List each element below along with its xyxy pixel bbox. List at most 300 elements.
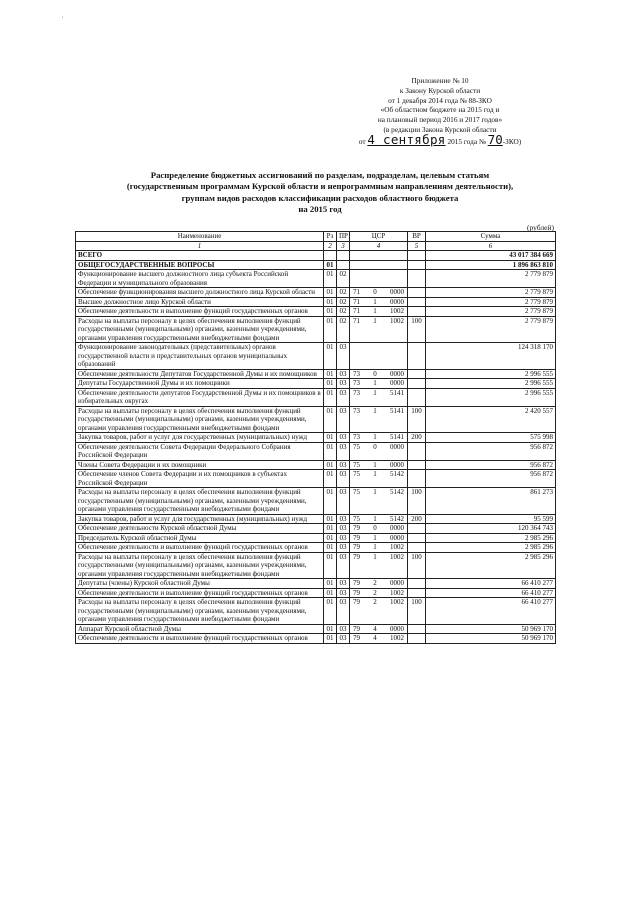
row-name: ВСЕГО: [76, 251, 324, 261]
row-csr: [350, 288, 408, 298]
row-rz: 01: [324, 579, 337, 589]
csr-direction: 1002: [390, 598, 404, 606]
row-name: Обеспечение деятельности и выполнение функций государственных органов: [76, 634, 324, 644]
row-pr: 03: [337, 442, 350, 460]
title-line: (государственным программам Курской области и непрограммным направлениям деятельности),: [126, 181, 514, 192]
appendix-line: к Закону Курской области: [399, 85, 481, 95]
csr-code: [352, 433, 405, 442]
csr-direction: 0000: [390, 442, 404, 451]
csr-subprogram: 0: [373, 369, 377, 378]
row-sum: 50 969 170: [426, 624, 556, 634]
row-pr: 03: [337, 514, 350, 524]
csr-program: 73: [353, 369, 360, 378]
row-pr: 02: [337, 316, 350, 343]
row-csr: [350, 379, 408, 389]
row-rz: 01: [324, 343, 337, 370]
row-name: Функционирование высшего должностного лица субъекта Российской Федерации и муниципального образования: [76, 270, 324, 288]
row-vr: 100: [408, 552, 426, 579]
row-csr: [350, 552, 408, 579]
index-cell: 2: [324, 241, 337, 251]
row-name: Члены Совета Федерации и их помощники: [76, 460, 324, 470]
csr-code: [352, 298, 405, 307]
row-pr: 03: [337, 369, 350, 379]
table-row: [76, 297, 556, 307]
csr-program: 71: [353, 307, 360, 315]
row-pr: 03: [337, 406, 350, 433]
csr-subprogram: 2: [373, 588, 377, 597]
row-rz: 01: [324, 270, 337, 288]
row-name: Обеспечение функционирования высшего должностного лица Курской области: [76, 288, 324, 298]
table-row: [76, 288, 556, 298]
table-row: [76, 543, 556, 553]
csr-program: 79: [353, 588, 360, 597]
row-vr: [408, 251, 426, 261]
row-rz: 01: [324, 524, 337, 534]
row-vr: [408, 543, 426, 553]
row-sum: 95 599: [426, 514, 556, 524]
row-pr: [337, 251, 350, 261]
row-name: Обеспечение деятельности Курской областной Думы: [76, 524, 324, 534]
row-sum: 50 969 170: [426, 634, 556, 644]
row-sum: 861 273: [426, 488, 556, 515]
csr-subprogram: 4: [373, 624, 377, 633]
row-rz: 01: [324, 533, 337, 543]
index-cell: 6: [426, 241, 556, 251]
row-name: ОБЩЕГОСУДАРСТВЕННЫЕ ВОПРОСЫ: [76, 260, 324, 270]
row-vr: [408, 288, 426, 298]
table-row: [76, 598, 556, 625]
row-rz: 01: [324, 316, 337, 343]
row-rz: 01: [324, 369, 337, 379]
csr-program: 75: [353, 488, 360, 496]
row-rz: 01: [324, 307, 337, 317]
row-vr: [408, 470, 426, 488]
row-csr: [350, 524, 408, 534]
row-name: Обеспечение деятельности Депутатов Государственной Думы и их помощников: [76, 369, 324, 379]
row-sum: 120 364 743: [426, 524, 556, 534]
row-rz: [324, 251, 337, 261]
row-vr: [408, 260, 426, 270]
row-vr: 100: [408, 488, 426, 515]
csr-direction: 1002: [390, 588, 404, 597]
csr-program: 79: [353, 598, 360, 606]
row-csr: [350, 433, 408, 443]
row-rz: 01: [324, 388, 337, 406]
row-csr: [350, 388, 408, 406]
row-pr: 03: [337, 433, 350, 443]
row-sum: 2 985 296: [426, 543, 556, 553]
row-csr: [350, 470, 408, 488]
appendix-line: (в редакции Закона Курской области: [383, 124, 497, 134]
row-vr: [408, 369, 426, 379]
amendment-date-line: [340, 131, 540, 147]
row-csr: [350, 406, 408, 433]
row-name: Функционирование законодательных (представительных) органов государственной власти и представительных органов муниципальных образований: [76, 343, 324, 370]
csr-direction: 0000: [390, 288, 404, 296]
row-name: Расходы на выплаты персоналу в целях обеспечения выполнения функций государственными (муниципальными) органами, казенными учреждениями, органами управления государственными внебюджетными фондами: [76, 406, 324, 433]
table-row: [76, 624, 556, 634]
header-name: Наименование: [76, 232, 324, 242]
csr-subprogram: 1: [373, 379, 377, 387]
document-title: [80, 170, 560, 215]
csr-program: 79: [353, 543, 360, 551]
row-sum: 2 996 555: [426, 388, 556, 406]
row-csr: [350, 634, 408, 644]
csr-subprogram: 1: [373, 543, 377, 551]
handwritten-date: 4 сентября: [367, 131, 446, 147]
csr-subprogram: 4: [373, 634, 377, 642]
row-vr: [408, 307, 426, 317]
row-pr: 03: [337, 533, 350, 543]
scan-mark: ˈ: [61, 15, 64, 25]
row-vr: 100: [408, 598, 426, 625]
row-pr: 03: [337, 624, 350, 634]
csr-code: [352, 625, 405, 634]
csr-direction: 5142: [390, 470, 404, 478]
csr-direction: 0000: [390, 624, 404, 633]
title-line: на 2015 год: [298, 203, 342, 214]
row-rz: 01: [324, 288, 337, 298]
row-name: Депутаты (члены) Курской областной Думы: [76, 579, 324, 589]
row-name: Расходы на выплаты персоналу в целях обеспечения выполнения функций государственными (муниципальными) органами, казенными учреждениями, органами управления государственными внебюджетными фондами: [76, 552, 324, 579]
row-rz: 01: [324, 634, 337, 644]
table-index-row: [76, 241, 556, 251]
row-sum: 2 985 296: [426, 552, 556, 579]
csr-code: [352, 598, 405, 607]
date-prefix: от: [358, 136, 366, 146]
csr-program: 75: [353, 470, 360, 478]
csr-direction: 1002: [390, 307, 404, 315]
row-pr: 02: [337, 307, 350, 317]
csr-direction: 0000: [390, 524, 404, 532]
row-pr: 02: [337, 270, 350, 288]
row-sum: 2 996 555: [426, 379, 556, 389]
row-sum: 2 779 879: [426, 288, 556, 298]
csr-program: 79: [353, 634, 360, 642]
row-vr: [408, 388, 426, 406]
csr-subprogram: 1: [373, 388, 377, 397]
row-pr: 03: [337, 598, 350, 625]
csr-subprogram: 1: [373, 307, 377, 315]
row-pr: [337, 260, 350, 270]
csr-subprogram: 1: [373, 406, 377, 415]
row-pr: 03: [337, 460, 350, 470]
row-vr: [408, 270, 426, 288]
table-row: [76, 514, 556, 524]
csr-program: 79: [353, 624, 360, 633]
csr-code: [352, 461, 405, 470]
row-pr: 03: [337, 488, 350, 515]
row-csr: [350, 460, 408, 470]
row-csr: [350, 316, 408, 343]
header-csr: ЦСР: [350, 232, 408, 242]
row-sum: 2 779 879: [426, 270, 556, 288]
row-csr: [350, 624, 408, 634]
row-rz: 01: [324, 297, 337, 307]
csr-direction: 0000: [390, 533, 404, 542]
row-name: Высшее должностное лицо Курской области: [76, 297, 324, 307]
csr-code: [352, 470, 405, 479]
row-sum: 66 410 277: [426, 579, 556, 589]
row-sum: 43 017 384 669: [426, 251, 556, 261]
csr-code: [352, 389, 405, 398]
table-row: [76, 524, 556, 534]
csr-program: 75: [353, 442, 360, 451]
index-cell: 1: [76, 241, 324, 251]
csr-program: 71: [353, 316, 360, 325]
row-sum: 66 410 277: [426, 598, 556, 625]
csr-program: 75: [353, 514, 360, 523]
table-row: [76, 251, 556, 261]
row-sum: 66 410 277: [426, 588, 556, 598]
table-body: [76, 251, 556, 644]
row-rz: 01: [324, 379, 337, 389]
row-name: Закупка товаров, работ и услуг для государственных (муниципальных) нужд: [76, 433, 324, 443]
csr-subprogram: 1: [373, 297, 377, 306]
table-row: [76, 316, 556, 343]
title-line: Распределение бюджетных ассигнований по разделам, подразделам, целевым статьям: [150, 170, 490, 180]
currency-note: (рублей): [526, 223, 554, 232]
row-pr: 03: [337, 524, 350, 534]
row-csr: [350, 251, 408, 261]
csr-subprogram: 1: [373, 433, 377, 441]
date-mid: 2015 года №: [447, 136, 486, 146]
row-sum: 2 779 879: [426, 316, 556, 343]
row-sum: 956 872: [426, 470, 556, 488]
row-rz: 01: [324, 406, 337, 433]
row-sum: 575 998: [426, 433, 556, 443]
row-name: Аппарат Курской областной Думы: [76, 624, 324, 634]
csr-direction: 1002: [390, 552, 404, 561]
row-vr: [408, 624, 426, 634]
csr-program: 73: [353, 406, 360, 415]
table-row: [76, 260, 556, 270]
table-row: [76, 488, 556, 515]
table-header-row: [76, 232, 556, 242]
csr-program: 73: [353, 433, 360, 441]
row-sum: 124 318 170: [426, 343, 556, 370]
csr-code: [352, 589, 405, 598]
csr-direction: 5141: [390, 406, 404, 415]
table-row: [76, 270, 556, 288]
csr-subprogram: 1: [373, 316, 377, 325]
row-name: Расходы на выплаты персоналу в целях обеспечения выполнения функций государственными (муниципальными) органами, казенными учреждениями, органами управления государственными внебюджетными фондами: [76, 316, 324, 343]
row-sum: 2 779 879: [426, 307, 556, 317]
csr-code: [352, 407, 405, 416]
row-vr: 100: [408, 406, 426, 433]
csr-subprogram: 1: [373, 470, 377, 478]
row-vr: [408, 442, 426, 460]
row-pr: 03: [337, 588, 350, 598]
row-name: Обеспечение деятельности и выполнение функций государственных органов: [76, 588, 324, 598]
csr-code: [352, 288, 405, 297]
table-row: [76, 388, 556, 406]
csr-subprogram: 2: [373, 598, 377, 606]
handwritten-number: 70: [487, 131, 503, 147]
row-sum: 956 872: [426, 442, 556, 460]
csr-direction: 1002: [390, 543, 404, 551]
csr-program: 73: [353, 379, 360, 387]
row-sum: 2 779 879: [426, 297, 556, 307]
table-row: [76, 307, 556, 317]
row-name: Обеспечение деятельности и выполнение функций государственных органов: [76, 543, 324, 553]
csr-code: [352, 534, 405, 543]
row-vr: [408, 379, 426, 389]
appendix-line: Приложение № 10: [411, 76, 469, 85]
row-name: Закупка товаров, работ и услуг для государственных (муниципальных) нужд: [76, 514, 324, 524]
csr-code: [352, 579, 405, 588]
csr-code: [352, 370, 405, 379]
csr-program: 79: [353, 533, 360, 542]
row-rz: 01: [324, 470, 337, 488]
row-vr: [408, 524, 426, 534]
csr-code: [352, 443, 405, 452]
table-row: [76, 369, 556, 379]
row-csr: [350, 579, 408, 589]
csr-direction: 5142: [390, 514, 404, 523]
row-sum: 2 420 557: [426, 406, 556, 433]
row-csr: [350, 488, 408, 515]
table-row: [76, 442, 556, 460]
row-rz: 01: [324, 514, 337, 524]
csr-direction: 0000: [390, 297, 404, 306]
csr-direction: 5141: [390, 388, 404, 397]
csr-program: 71: [353, 288, 360, 296]
table-row: [76, 343, 556, 370]
row-vr: 100: [408, 316, 426, 343]
row-rz: 01: [324, 552, 337, 579]
row-pr: 03: [337, 543, 350, 553]
csr-program: 71: [353, 297, 360, 306]
csr-subprogram: 0: [373, 442, 377, 451]
csr-program: 79: [353, 552, 360, 561]
table-row: [76, 470, 556, 488]
table-row: [76, 379, 556, 389]
csr-code: [352, 379, 405, 388]
row-pr: 02: [337, 297, 350, 307]
row-pr: 02: [337, 288, 350, 298]
row-csr: [350, 270, 408, 288]
csr-program: 79: [353, 524, 360, 532]
row-name: Обеспечение деятельности и выполнение функций государственных органов: [76, 307, 324, 317]
row-rz: 01: [324, 433, 337, 443]
csr-code: [352, 307, 405, 316]
index-cell: 3: [337, 241, 350, 251]
row-csr: [350, 588, 408, 598]
csr-subprogram: 0: [373, 524, 377, 532]
row-rz: 01: [324, 442, 337, 460]
csr-code: [352, 515, 405, 524]
csr-code: [352, 524, 405, 533]
row-vr: [408, 343, 426, 370]
csr-direction: 0000: [390, 579, 404, 587]
appendix-block: [340, 76, 540, 147]
csr-code: [352, 553, 405, 562]
row-sum: 956 872: [426, 460, 556, 470]
appendix-line: на плановый период 2016 и 2017 годов»: [377, 115, 503, 125]
row-pr: 03: [337, 634, 350, 644]
row-vr: [408, 297, 426, 307]
csr-subprogram: 1: [373, 552, 377, 561]
table-row: [76, 634, 556, 644]
row-csr: [350, 307, 408, 317]
row-rz: 01: [324, 588, 337, 598]
budget-table: [75, 231, 556, 644]
row-sum: 1 896 863 810: [426, 260, 556, 270]
table-row: [76, 460, 556, 470]
table-row: [76, 433, 556, 443]
csr-direction: 1002: [390, 316, 404, 325]
csr-program: 79: [353, 579, 360, 587]
row-rz: 01: [324, 460, 337, 470]
csr-direction: 0000: [390, 379, 404, 387]
row-pr: 03: [337, 470, 350, 488]
csr-direction: 1002: [390, 634, 404, 642]
csr-direction: 0000: [390, 369, 404, 378]
row-pr: 03: [337, 579, 350, 589]
row-name: Обеспечение деятельности депутатов Государственной Думы и их помощников в избирательных округах: [76, 388, 324, 406]
row-csr: [350, 343, 408, 370]
row-name: Расходы на выплаты персоналу в целях обеспечения выполнения функций государственными (муниципальными) органами, казенными учреждениями, органами управления государственными внебюджетными фондами: [76, 598, 324, 625]
table-row: [76, 552, 556, 579]
csr-code: [352, 634, 405, 643]
row-name: Обеспечение членов Совета Федерации и их помощников в субъектах Российской Федерации: [76, 470, 324, 488]
row-vr: [408, 579, 426, 589]
index-cell: 5: [408, 241, 426, 251]
appendix-line: от 1 декабря 2014 года № 88-ЗКО: [388, 95, 492, 105]
appendix-line: «Об областном бюджете на 2015 год и: [380, 105, 500, 115]
row-sum: 2 985 296: [426, 533, 556, 543]
row-name: Обеспечение деятельности Совета Федерации Федерального Собрания Российской Федерации: [76, 442, 324, 460]
row-sum: 2 996 555: [426, 369, 556, 379]
row-rz: 01: [324, 598, 337, 625]
row-csr: [350, 543, 408, 553]
row-csr: [350, 297, 408, 307]
row-vr: 200: [408, 514, 426, 524]
row-rz: 01: [324, 488, 337, 515]
row-name: Депутаты Государственной Думы и их помощники: [76, 379, 324, 389]
header-sum: Сумма: [426, 232, 556, 242]
row-name: Председатель Курской областной Думы: [76, 533, 324, 543]
header-rz: Рз: [324, 232, 337, 242]
row-csr: [350, 598, 408, 625]
csr-program: 73: [353, 388, 360, 397]
csr-subprogram: 0: [373, 288, 377, 296]
date-suffix: -ЗКО): [502, 136, 522, 146]
row-name: Расходы на выплаты персоналу в целях обеспечения выполнения функций государственными (муниципальными) органами, казенными учреждениями, органами управления государственными внебюджетными фондами: [76, 488, 324, 515]
csr-subprogram: 1: [373, 460, 377, 469]
row-vr: [408, 533, 426, 543]
csr-subprogram: 2: [373, 579, 377, 587]
csr-code: [352, 488, 405, 497]
row-rz: 01: [324, 260, 337, 270]
row-rz: 01: [324, 543, 337, 553]
row-pr: 03: [337, 379, 350, 389]
csr-subprogram: 1: [373, 488, 377, 496]
row-csr: [350, 442, 408, 460]
row-pr: 03: [337, 388, 350, 406]
csr-subprogram: 1: [373, 533, 377, 542]
index-cell: 4: [350, 241, 408, 251]
row-vr: 200: [408, 433, 426, 443]
row-csr: [350, 514, 408, 524]
csr-subprogram: 1: [373, 514, 377, 523]
csr-code: [352, 317, 405, 326]
csr-program: 75: [353, 460, 360, 469]
row-vr: [408, 460, 426, 470]
row-vr: [408, 588, 426, 598]
csr-code: [352, 543, 405, 552]
